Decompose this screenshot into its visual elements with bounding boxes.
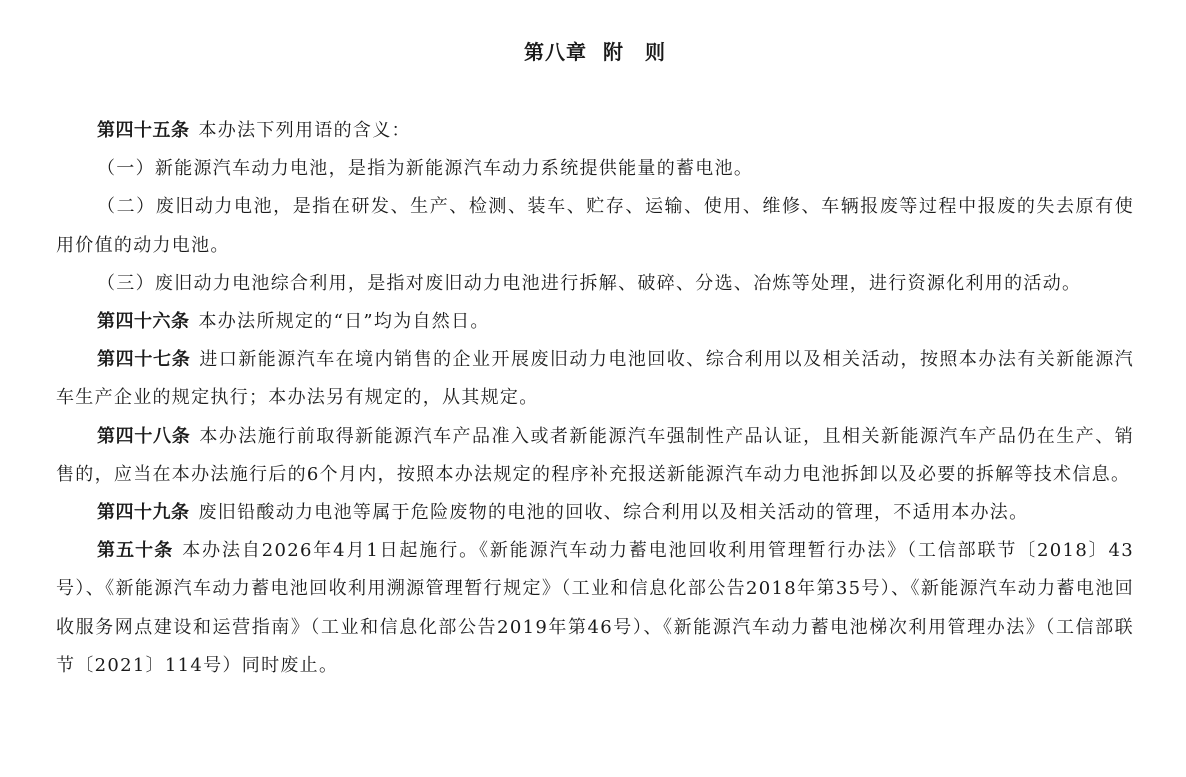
paragraph-article-45 xyxy=(56,112,1134,150)
paragraph-article-46 xyxy=(56,303,1134,341)
paragraph-definition-2 xyxy=(56,188,1134,264)
article-number: 第四十六条 xyxy=(97,311,190,333)
paragraph-article-48 xyxy=(56,418,1134,494)
article-number: 第四十五条 xyxy=(97,120,190,141)
article-number: 第四十七条 xyxy=(97,349,191,371)
paragraph-text: （一）新能源汽车动力电池，是指为新能源汽车动力系统提供能量的蓄电池。 xyxy=(97,158,754,180)
paragraph-text: （三）废旧动力电池综合利用，是指对废旧动力电池进行拆解、破碎、分选、冶炼等处理，进行资源化利用的活动。 xyxy=(97,272,1082,294)
article-number: 第五十条 xyxy=(97,540,174,562)
paragraph-text: 进口新能源汽车在境内销售的企业开展废旧动力电池回收、综合利用以及相关活动，按照本办法有关新能源汽车生产企业的规定执行；本办法另有规定的，从其规定。 xyxy=(56,349,1134,409)
paragraph-text: 本办法自2026年4月1日起施行。《新能源汽车动力蓄电池回收利用管理暂行办法》（工信部联节〔2018〕43号）、《新能源汽车动力蓄电池回收利用溯源管理暂行规定》（工业和信息化部公告2018年第35号）、《新能源汽车动力蓄电池回收服务网点建设和运营指南》（工业和信息化部公告2019年第46号）、《新能源汽车动力蓄电池梯次利用管理办法》（工信部联节〔2021〕114号）同时废止。 xyxy=(56,540,1134,676)
paragraph-article-50 xyxy=(56,532,1134,685)
paragraph-article-49 xyxy=(56,494,1134,532)
paragraph-definition-1 xyxy=(56,150,1134,188)
chapter-title: 第八章 附 则 xyxy=(524,40,666,64)
document-page xyxy=(56,0,1134,685)
article-number: 第四十八条 xyxy=(97,425,191,447)
article-number: 第四十九条 xyxy=(97,502,190,524)
document-body xyxy=(56,112,1134,685)
paragraph-text: 本办法施行前取得新能源汽车产品准入或者新能源汽车强制性产品认证，且相关新能源汽车产品仍在生产、销售的，应当在本办法施行后的6个月内，按照本办法规定的程序补充报送新能源汽车动力电池拆卸以及必要的拆解等技术信息。 xyxy=(56,425,1134,485)
paragraph-text: （二）废旧动力电池，是指在研发、生产、检测、装车、贮存、运输、使用、维修、车辆报废等过程中报废的失去原有使用价值的动力电池。 xyxy=(56,196,1134,256)
paragraph-text: 废旧铅酸动力电池等属于危险废物的电池的回收、综合利用以及相关活动的管理，不适用本办法。 xyxy=(198,502,1029,524)
paragraph-article-47 xyxy=(56,341,1134,417)
paragraph-text: 本办法下列用语的含义： xyxy=(198,120,411,141)
paragraph-text: 本办法所规定的“日”均为自然日。 xyxy=(198,311,490,333)
paragraph-definition-3 xyxy=(56,265,1134,303)
